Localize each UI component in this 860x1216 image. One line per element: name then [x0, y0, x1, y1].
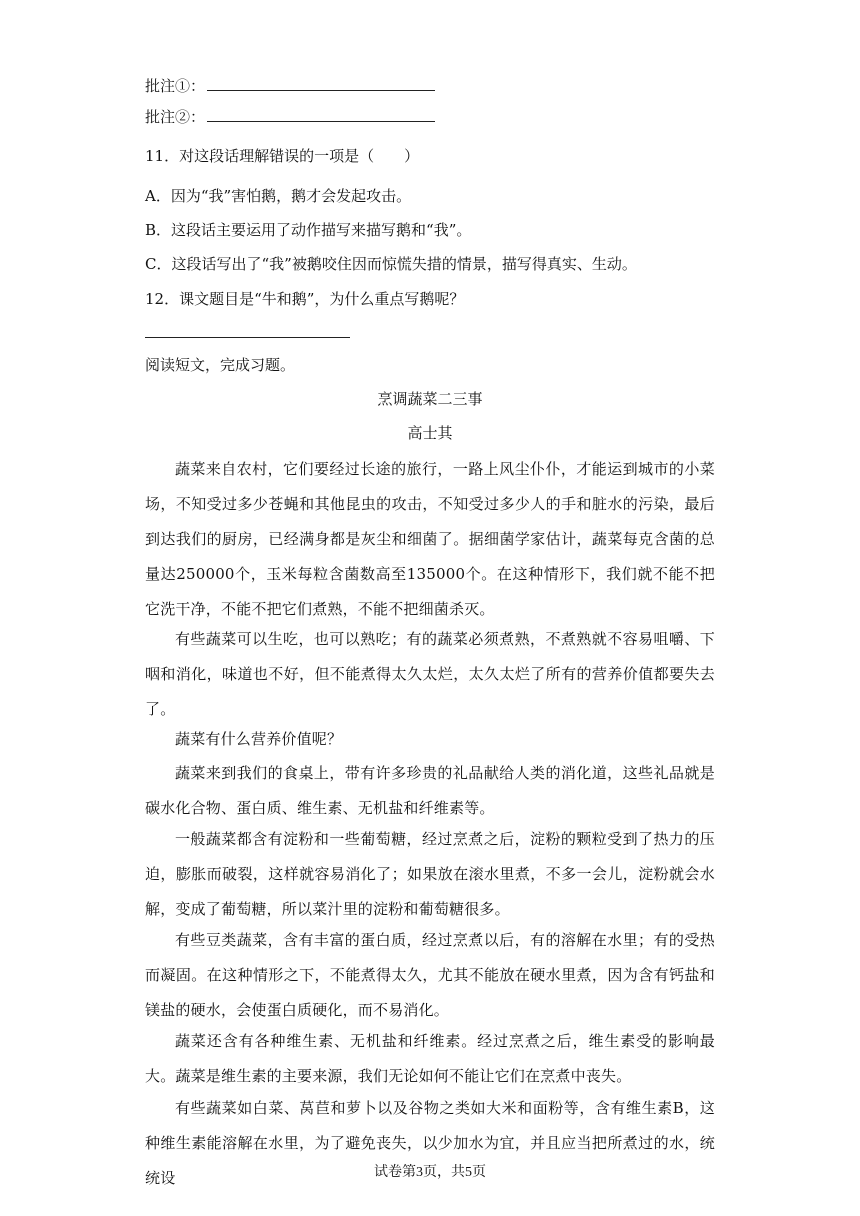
- paragraph-6: 有些豆类蔬菜，含有丰富的蛋白质，经过烹煮以后，有的溶解在水里；有的受热而凝固。在这种情形之下，不能煮得太久，尤其不能放在硬水里煮，因为含有钙盐和镁盐的硬水，会使蛋白质硬化，而不易消化。: [145, 931, 715, 1019]
- question-11-option-c: C．这段话写出了“我”被鹅咬住因而惊慌失措的情景，描写得真实、生动。: [145, 255, 637, 273]
- paragraph-2: 有些蔬菜可以生吃，也可以熟吃；有的蔬菜必须煮熟，不煮熟就不容易咀嚼、下咽和消化，味道也不好，但不能煮得太久太烂，太久太烂了所有的营养价值都要失去了。: [145, 630, 715, 718]
- question-12-stem: 12．课文题目是“牛和鹅”，为什么重点写鹅呢？: [145, 290, 465, 308]
- question-11-option-a: A．因为“我”害怕鹅，鹅才会发起攻击。: [145, 187, 412, 205]
- page-footer: 试卷第3页，共5页: [374, 1165, 486, 1180]
- paragraph-3: 蔬菜有什么营养价值呢？: [175, 730, 343, 748]
- reading-instruction: 阅读短文，完成习题。: [145, 356, 296, 374]
- annotation-1-blank[interactable]: [207, 76, 435, 91]
- question-12-answer-line[interactable]: [145, 337, 350, 338]
- article-title: 烹调蔬菜二三事: [377, 390, 483, 408]
- question-11-option-b: B．这段话主要运用了动作描写来描写鹅和“我”。: [145, 221, 472, 239]
- annotation-1-label: 批注①：: [145, 77, 206, 95]
- paragraph-7: 蔬菜还含有各种维生素、无机盐和纤维素。经过烹煮之后，维生素受的影响最大。蔬菜是维生素的主要来源，我们无论如何不能让它们在烹煮中丧失。: [145, 1032, 715, 1085]
- annotation-2: [145, 107, 435, 127]
- paragraph-4: 蔬菜来到我们的食桌上，带有许多珍贵的礼品献给人类的消化道，这些礼品就是碳水化合物、蛋白质、维生素、无机盐和纤维素等。: [145, 764, 715, 817]
- paragraph-1: 蔬菜来自农村，它们要经过长途的旅行，一路上风尘仆仆，才能运到城市的小菜场，不知受过多少苍蝇和其他昆虫的攻击，不知受过多少人的手和脏水的污染，最后到达我们的厨房，已经满身都是灰尘和细菌了。据细菌学家估计，蔬菜每克含菌的总量达250000个，玉米每粒含菌数高至135000个。在这种情形下，我们就不能不把它洗干净，不能不把它们煮熟，不能不把细菌杀灭。: [145, 460, 715, 618]
- annotation-2-blank[interactable]: [207, 107, 435, 122]
- paragraph-8: 有些蔬菜如白菜、莴苣和萝卜以及谷物之类如大米和面粉等，含有维生素B，这种维生素能溶解在水里，为了避免丧失，以少加水为宜，并且应当把所煮过的水，统统设: [145, 1099, 715, 1187]
- paragraph-5: 一般蔬菜都含有淀粉和一些葡萄糖，经过烹煮之后，淀粉的颗粒受到了热力的压迫，膨胀而破裂，这样就容易消化了；如果放在滚水里煮，不多一会儿，淀粉就会水解，变成了葡萄糖，所以菜汁里的淀粉和葡萄糖很多。: [145, 830, 715, 918]
- article-author: 高士其: [407, 424, 453, 442]
- annotation-2-label: 批注②：: [145, 108, 206, 126]
- question-11-stem: 11．对这段话理解错误的一项是（ ）: [145, 147, 420, 165]
- annotation-1: [145, 76, 435, 96]
